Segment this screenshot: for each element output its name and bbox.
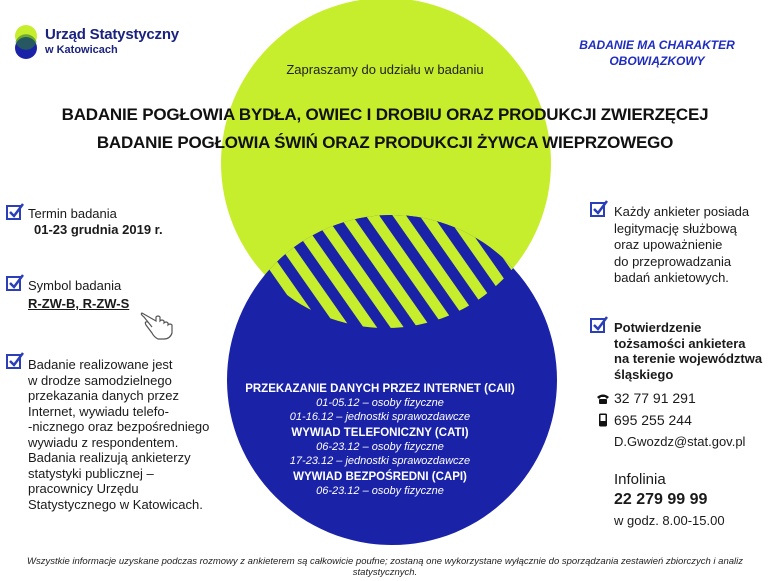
internet-line2: 01-16.12 – jednostki sprawozdawcze <box>289 411 471 423</box>
desc-line: statystyki publicznej – <box>28 465 154 481</box>
phone1[interactable]: 32 77 91 291 <box>614 390 696 406</box>
checkbox-icon <box>6 203 24 221</box>
desc-line: Statystycznego w Katowicach. <box>28 496 203 512</box>
confirm-line: tożsamości ankietera <box>614 335 746 351</box>
internet-heading: PRZEKAZANIE DANYCH PRZEZ INTERNET (CAII) <box>245 383 515 395</box>
title-line1: BADANIE POGŁOWIA BYDŁA, OWIEC I DROBIU ORAZ PRODUKCJI ZWIERZĘCEJ <box>61 105 709 124</box>
invitation-text: Zapraszamy do udziału w badaniu <box>286 62 484 77</box>
checkbox-icon <box>590 316 608 334</box>
logo-line1: Urząd Statystyczny <box>45 26 179 43</box>
pointing-hand-icon <box>140 307 176 341</box>
telephone-icon <box>596 393 610 405</box>
id-line: do przeprowadzania <box>614 253 732 269</box>
desc-line: wywiadu z respondentem. <box>28 434 179 450</box>
confirm-line: na terenie województwa <box>614 351 763 366</box>
confirm-line: Potwierdzenie <box>614 320 702 335</box>
id-line: oraz upoważnienie <box>614 237 723 252</box>
checkbox-icon <box>6 352 24 370</box>
term-value: 01-23 grudnia 2019 r. <box>34 222 163 237</box>
desc-line: -nicznego oraz bezpośredniego <box>28 419 210 434</box>
mandatory-line2: OBOWIĄZKOWY <box>609 54 705 68</box>
infolinia-number[interactable]: 22 279 99 99 <box>614 491 708 508</box>
id-line: legitymację służbową <box>614 220 737 236</box>
confidentiality-footer: Wszystkie informacje uzyskane podczas rozmowy z ankieterem są całkowicie poufne; zostaną one wykorzystane wyłącznie do sporządzania zestawień zbiorczych i analiz statystycznych. <box>27 556 743 578</box>
infolinia-label: Infolinia <box>614 471 666 488</box>
phone2[interactable]: 695 255 244 <box>614 412 692 428</box>
phone-heading: WYWIAD TELEFONICZNY (CATI) <box>291 427 469 439</box>
symbol-value: R-ZW-B, R-ZW-S <box>28 296 130 311</box>
id-line: badań ankietowych. <box>614 270 729 285</box>
desc-line: przekazania danych przez <box>28 388 180 403</box>
mandatory-line1: BADANIE MA CHARAKTER <box>579 38 735 52</box>
direct-heading: WYWIAD BEZPOŚREDNI (CAPI) <box>293 471 467 483</box>
title-line2: BADANIE POGŁOWIA ŚWIŃ ORAZ PRODUKCJI ŻYWCA WIEPRZOWEGO <box>96 133 674 152</box>
direct-line1: 06-23.12 – osoby fizyczne <box>316 485 444 497</box>
logo-line2: w Katowicach <box>45 44 118 56</box>
confirm-line: śląskiego <box>614 366 674 382</box>
desc-line: w drodze samodzielnego <box>28 372 172 388</box>
confirm-info <box>614 320 762 382</box>
term-label: Termin badania <box>28 206 117 221</box>
checkbox-icon <box>6 274 24 292</box>
logo-icon <box>10 24 42 60</box>
mobile-phone-icon <box>598 413 608 427</box>
desc-line: Badania realizują ankieterzy <box>28 450 191 465</box>
desc-line: Badanie realizowane jest <box>28 357 173 372</box>
desc-line: pracownicy Urzędu <box>28 481 139 496</box>
id-line: Każdy ankieter posiada <box>614 204 750 219</box>
internet-line1: 01-05.12 – osoby fizyczne <box>316 397 444 409</box>
id-info <box>614 204 749 287</box>
checkbox-icon <box>590 200 608 218</box>
symbol-label: Symbol badania <box>28 278 122 293</box>
method-description <box>28 357 209 512</box>
infolinia-hours: w godz. 8.00-15.00 <box>614 513 725 528</box>
logo-text <box>45 26 179 56</box>
schedule-block <box>230 382 530 498</box>
email-link[interactable]: D.Gwozdz@stat.gov.pl <box>614 434 746 449</box>
phone-line1: 06-23.12 – osoby fizyczne <box>316 441 444 453</box>
desc-line: Internet, wywiadu telefo- <box>28 403 169 419</box>
phone-line2: 17-23.12 – jednostki sprawozdawcze <box>289 455 471 467</box>
